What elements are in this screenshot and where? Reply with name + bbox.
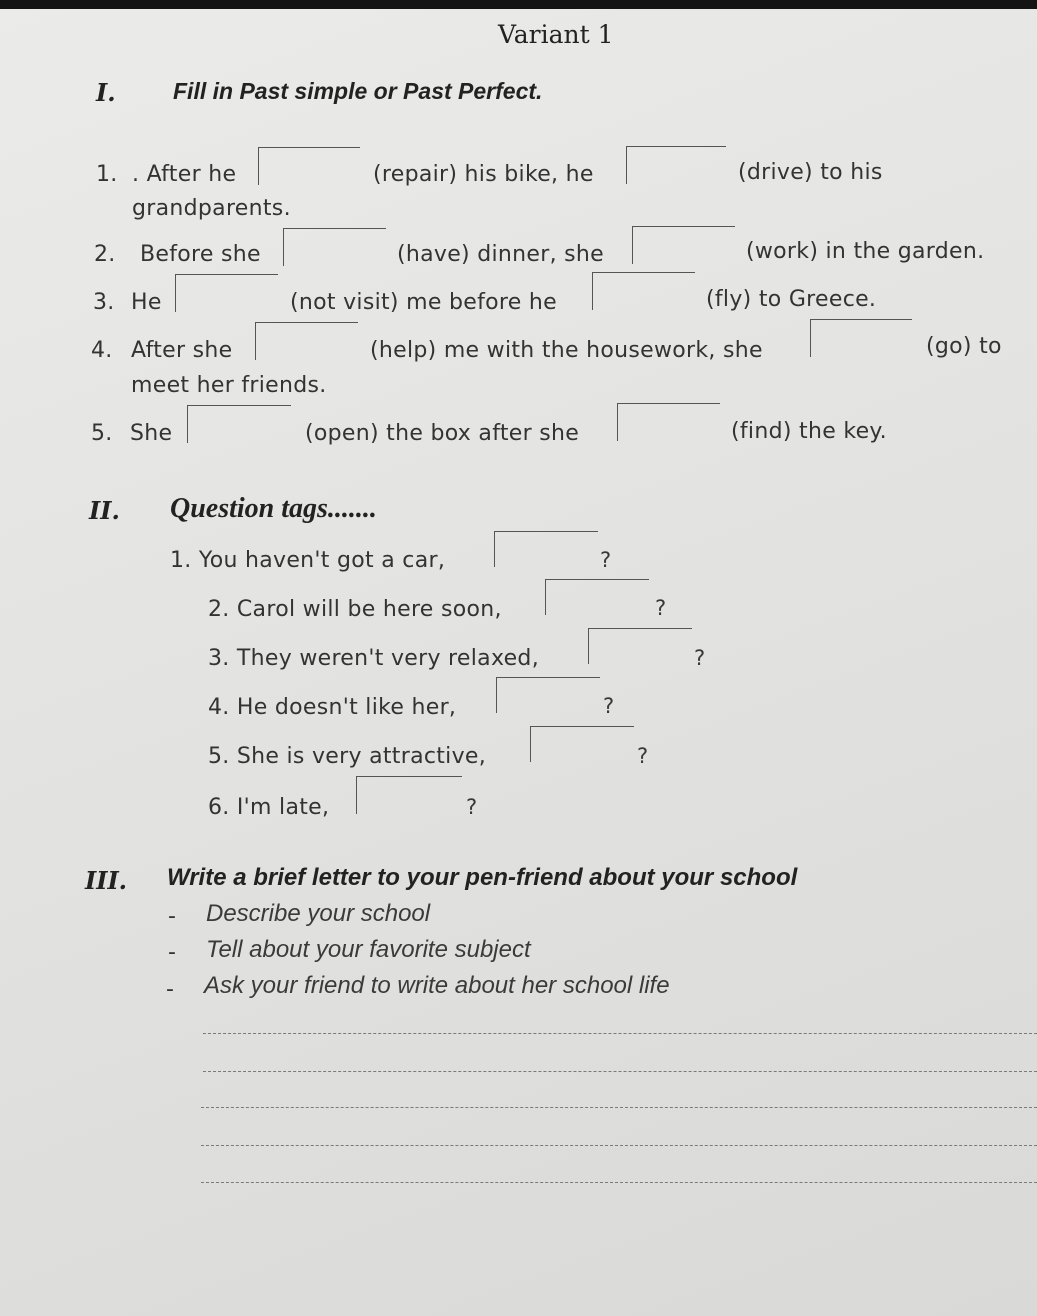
s1-item-4-text-b: (help) me with the housework, she	[370, 338, 763, 363]
s1-item-1-text-a: . After he	[132, 162, 237, 187]
s1-item-1-text-d: grandparents.	[132, 196, 291, 221]
section-1-heading: Fill in Past simple or Past Perfect.	[173, 78, 543, 104]
s1-item-3-text-b: (not visit) me before he	[290, 290, 557, 315]
question-mark: ?	[637, 744, 649, 768]
s1-item-5-text-b: (open) the box after she	[305, 421, 580, 446]
bullet-item-1: Describe your school	[206, 900, 431, 927]
s1-item-4-text-d: meet her friends.	[131, 373, 327, 398]
answer-box[interactable]	[356, 776, 462, 814]
writing-line[interactable]	[201, 1182, 1037, 1183]
bullet-dash: -	[168, 940, 177, 965]
top-edge	[0, 0, 1037, 9]
answer-box[interactable]	[588, 628, 692, 664]
answer-box[interactable]	[592, 272, 695, 310]
s1-item-3-number: 3.	[93, 290, 115, 315]
answer-box[interactable]	[617, 403, 720, 441]
bullet-item-3: Ask your friend to write about her school life	[204, 972, 670, 999]
writing-line[interactable]	[203, 1033, 1037, 1034]
answer-box[interactable]	[255, 322, 358, 360]
s1-item-2-number: 2.	[94, 242, 116, 267]
s1-item-4-text-c: (go) to	[926, 334, 1002, 359]
question-mark: ?	[600, 548, 612, 572]
s1-item-2-text-c: (work) in the garden.	[746, 239, 985, 264]
answer-box[interactable]	[496, 677, 600, 713]
s1-item-4-text-a: After she	[131, 338, 233, 363]
s1-item-5-text-a: She	[130, 421, 173, 446]
question-mark: ?	[655, 596, 667, 620]
qtag-item-1: 1. You haven't got a car,	[170, 548, 446, 573]
qtag-item-4: 4. He doesn't like her,	[208, 695, 457, 720]
writing-line[interactable]	[203, 1071, 1037, 1072]
s1-item-2-text-a: Before she	[140, 242, 261, 267]
answer-box[interactable]	[632, 226, 735, 264]
answer-box[interactable]	[283, 228, 386, 266]
section-2-numeral: II.	[89, 496, 120, 525]
s1-item-3-text-c: (fly) to Greece.	[706, 287, 877, 312]
s1-item-3-text-a: He	[131, 290, 162, 315]
bullet-dash: -	[168, 904, 177, 929]
section-3-heading: Write a brief letter to your pen-friend about your school	[167, 864, 798, 891]
qtag-item-6: 6. I'm late,	[208, 795, 330, 820]
bullet-dash: -	[166, 977, 175, 1002]
question-mark: ?	[603, 694, 615, 718]
qtag-item-3: 3. They weren't very relaxed,	[208, 646, 539, 671]
qtag-item-5: 5. She is very attractive,	[208, 744, 487, 769]
s1-item-1-text-c: (drive) to his	[738, 160, 883, 185]
answer-box[interactable]	[494, 531, 598, 567]
writing-line[interactable]	[201, 1145, 1037, 1146]
writing-line[interactable]	[201, 1107, 1037, 1108]
section-1-numeral: I.	[96, 78, 116, 107]
answer-box[interactable]	[530, 726, 634, 762]
page-title: Variant 1	[498, 20, 614, 49]
answer-box[interactable]	[545, 579, 649, 615]
s1-item-2-text-b: (have) dinner, she	[397, 242, 605, 267]
section-3-numeral: III.	[85, 866, 128, 895]
s1-item-5-number: 5.	[91, 421, 113, 446]
section-2-heading: Question tags.......	[170, 493, 377, 524]
answer-box[interactable]	[258, 147, 360, 185]
s1-item-5-text-c: (find) the key.	[731, 419, 887, 444]
question-mark: ?	[694, 646, 706, 670]
bullet-item-2: Tell about your favorite subject	[206, 936, 531, 963]
answer-box[interactable]	[187, 405, 291, 443]
answer-box[interactable]	[810, 319, 912, 357]
s1-item-1-text-b: (repair) his bike, he	[373, 162, 594, 187]
s1-item-1-number: 1.	[96, 162, 118, 187]
s1-item-4-number: 4.	[91, 338, 113, 363]
answer-box[interactable]	[175, 274, 278, 312]
answer-box[interactable]	[626, 146, 726, 184]
qtag-item-2: 2. Carol will be here soon,	[208, 597, 502, 622]
question-mark: ?	[466, 795, 478, 819]
